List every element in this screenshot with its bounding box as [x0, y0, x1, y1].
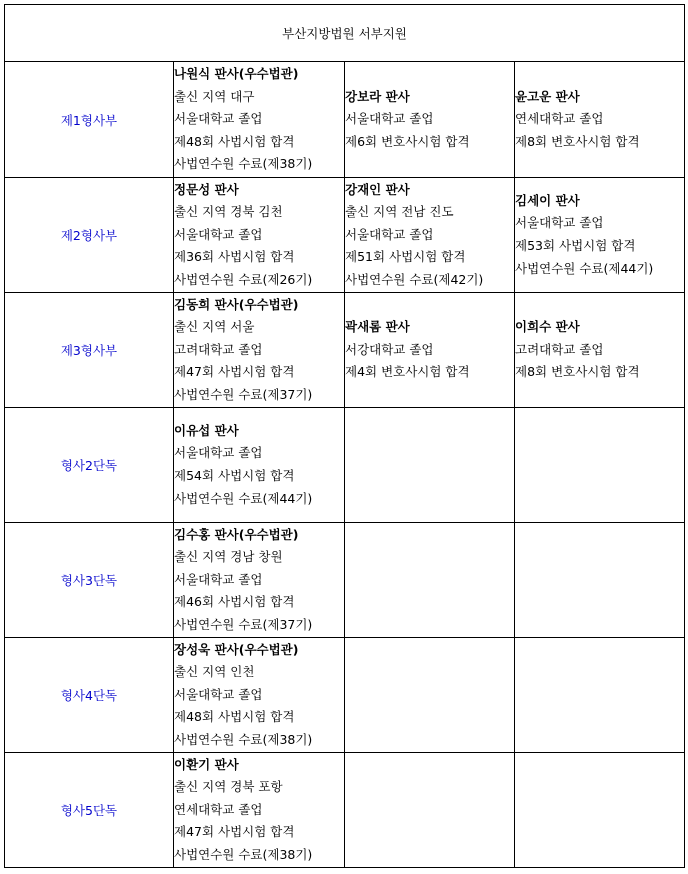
judge-detail: 연세대학교 졸업	[174, 801, 263, 817]
division-row	[5, 753, 685, 868]
judge-detail: 제48회 사법시험 합격	[174, 709, 295, 725]
judge-detail: 출신 지역 경남 창원	[174, 549, 283, 565]
judge-cell	[515, 178, 685, 293]
judge-detail: 제8회 변호사시험 합격	[515, 364, 640, 380]
judge-cell	[345, 293, 515, 408]
division-row	[5, 523, 685, 638]
judge-detail: 서울대학교 졸업	[345, 111, 434, 127]
judge-name: 강보라 판사	[345, 88, 410, 104]
judge-detail: 제54회 사법시험 합격	[174, 468, 295, 483]
judge-detail: 서울대학교 졸업	[515, 215, 604, 231]
judge-detail: 고려대학교 졸업	[174, 341, 263, 357]
division-name: 제2형사부	[5, 178, 174, 293]
judge-name: 정문성 판사	[174, 181, 239, 197]
empty-cell	[515, 408, 685, 523]
judge-cell	[174, 293, 345, 408]
empty-cell	[515, 523, 685, 638]
judge-detail: 제36회 사법시험 합격	[174, 249, 295, 265]
judge-cell	[174, 178, 345, 293]
division-name: 제3형사부	[5, 293, 174, 408]
division-name: 형사4단독	[5, 638, 174, 753]
judge-detail: 고려대학교 졸업	[515, 341, 604, 357]
judge-detail: 서울대학교 졸업	[174, 445, 263, 461]
division-name: 제1형사부	[5, 62, 174, 178]
judge-detail: 출신 지역 대구	[174, 88, 255, 104]
division-row	[5, 408, 685, 523]
empty-cell	[345, 638, 515, 753]
judge-cell	[515, 293, 685, 408]
judge-name: 김수홍 판사(우수법관)	[174, 526, 299, 542]
judge-detail: 사법연수원 수료(제26기)	[174, 271, 313, 287]
judge-cell	[174, 62, 345, 178]
judge-profile	[174, 754, 344, 867]
judge-detail: 제47회 사법시험 합격	[174, 364, 295, 380]
judge-detail: 제48회 사법시험 합격	[174, 133, 295, 149]
judge-name: 장성욱 판사(우수법관)	[174, 641, 299, 657]
judge-detail: 출신 지역 서울	[174, 319, 255, 335]
division-row	[5, 178, 685, 293]
judge-cell	[174, 523, 345, 638]
judge-name: 이환기 판사	[174, 756, 239, 772]
judge-detail: 제51회 사법시험 합격	[345, 249, 466, 265]
judge-cell	[174, 408, 345, 523]
judge-profile	[174, 524, 344, 637]
judge-detail: 사법연수원 수료(제37기)	[174, 386, 313, 402]
judge-detail: 사법연수원 수료(제42기)	[345, 271, 484, 287]
judge-detail: 서울대학교 졸업	[174, 686, 263, 702]
judge-detail: 서울대학교 졸업	[345, 226, 434, 242]
judge-detail: 제47회 사법시험 합격	[174, 824, 295, 840]
judge-profile	[345, 179, 514, 292]
judge-profile	[515, 86, 684, 154]
judge-profile	[174, 63, 344, 176]
division-row	[5, 638, 685, 753]
judge-detail: 사법연수원 수료(제44기)	[515, 260, 654, 276]
judge-detail: 사법연수원 수료(제38기)	[174, 846, 313, 862]
title-row	[5, 5, 685, 62]
judge-profile	[174, 179, 344, 292]
judge-name: 김세이 판사	[515, 192, 580, 208]
judge-detail: 제4회 변호사시험 합격	[345, 364, 470, 380]
judge-detail: 출신 지역 인천	[174, 664, 255, 680]
judge-detail: 제8회 변호사시험 합격	[515, 133, 640, 149]
judge-name: 윤고운 판사	[515, 88, 580, 104]
judge-profile	[515, 316, 684, 384]
roster-body	[5, 5, 685, 868]
judge-detail: 사법연수원 수료(제44기)	[174, 490, 313, 506]
judge-detail: 제46회 사법시험 합격	[174, 594, 295, 610]
judge-detail: 출신 지역 전남 진도	[345, 204, 454, 220]
empty-cell	[515, 638, 685, 753]
judge-roster-table	[4, 4, 685, 868]
division-name: 형사5단독	[5, 753, 174, 868]
empty-cell	[515, 753, 685, 868]
judge-name: 곽새롬 판사	[345, 319, 410, 335]
judge-profile	[174, 639, 344, 752]
judge-detail: 출신 지역 경북 김천	[174, 204, 283, 220]
judge-detail: 출신 지역 경북 포항	[174, 779, 283, 795]
judge-name: 이희수 판사	[515, 319, 580, 335]
judge-detail: 사법연수원 수료(제38기)	[174, 156, 313, 172]
judge-detail: 제53회 사법시험 합격	[515, 238, 636, 253]
judge-detail: 서울대학교 졸업	[174, 226, 263, 242]
judge-detail: 연세대학교 졸업	[515, 111, 604, 127]
judge-name: 나원식 판사(우수법관)	[174, 66, 299, 82]
judge-cell	[345, 178, 515, 293]
judge-name: 강재인 판사	[345, 181, 410, 197]
judge-profile	[174, 294, 344, 407]
judge-cell	[174, 638, 345, 753]
division-name: 형사2단독	[5, 408, 174, 523]
empty-cell	[345, 753, 515, 868]
judge-profile	[345, 86, 514, 154]
empty-cell	[345, 523, 515, 638]
division-row	[5, 293, 685, 408]
judge-profile	[345, 316, 514, 384]
judge-cell	[515, 62, 685, 178]
judge-detail: 제6회 변호사시험 합격	[345, 133, 470, 149]
division-name: 형사3단독	[5, 523, 174, 638]
judge-detail: 서강대학교 졸업	[345, 341, 434, 357]
judge-cell	[174, 753, 345, 868]
judge-name: 이유섭 판사	[174, 422, 239, 438]
division-row	[5, 62, 685, 178]
judge-name: 김동희 판사(우수법관)	[174, 296, 299, 312]
empty-cell	[345, 408, 515, 523]
judge-detail: 사법연수원 수료(제38기)	[174, 731, 313, 747]
court-title: 부산지방법원 서부지원	[5, 5, 685, 62]
judge-detail: 서울대학교 졸업	[174, 111, 263, 127]
judge-profile	[515, 190, 684, 280]
judge-profile	[174, 420, 344, 510]
judge-detail: 사법연수원 수료(제37기)	[174, 616, 313, 632]
judge-cell	[345, 62, 515, 178]
judge-detail: 서울대학교 졸업	[174, 571, 263, 587]
